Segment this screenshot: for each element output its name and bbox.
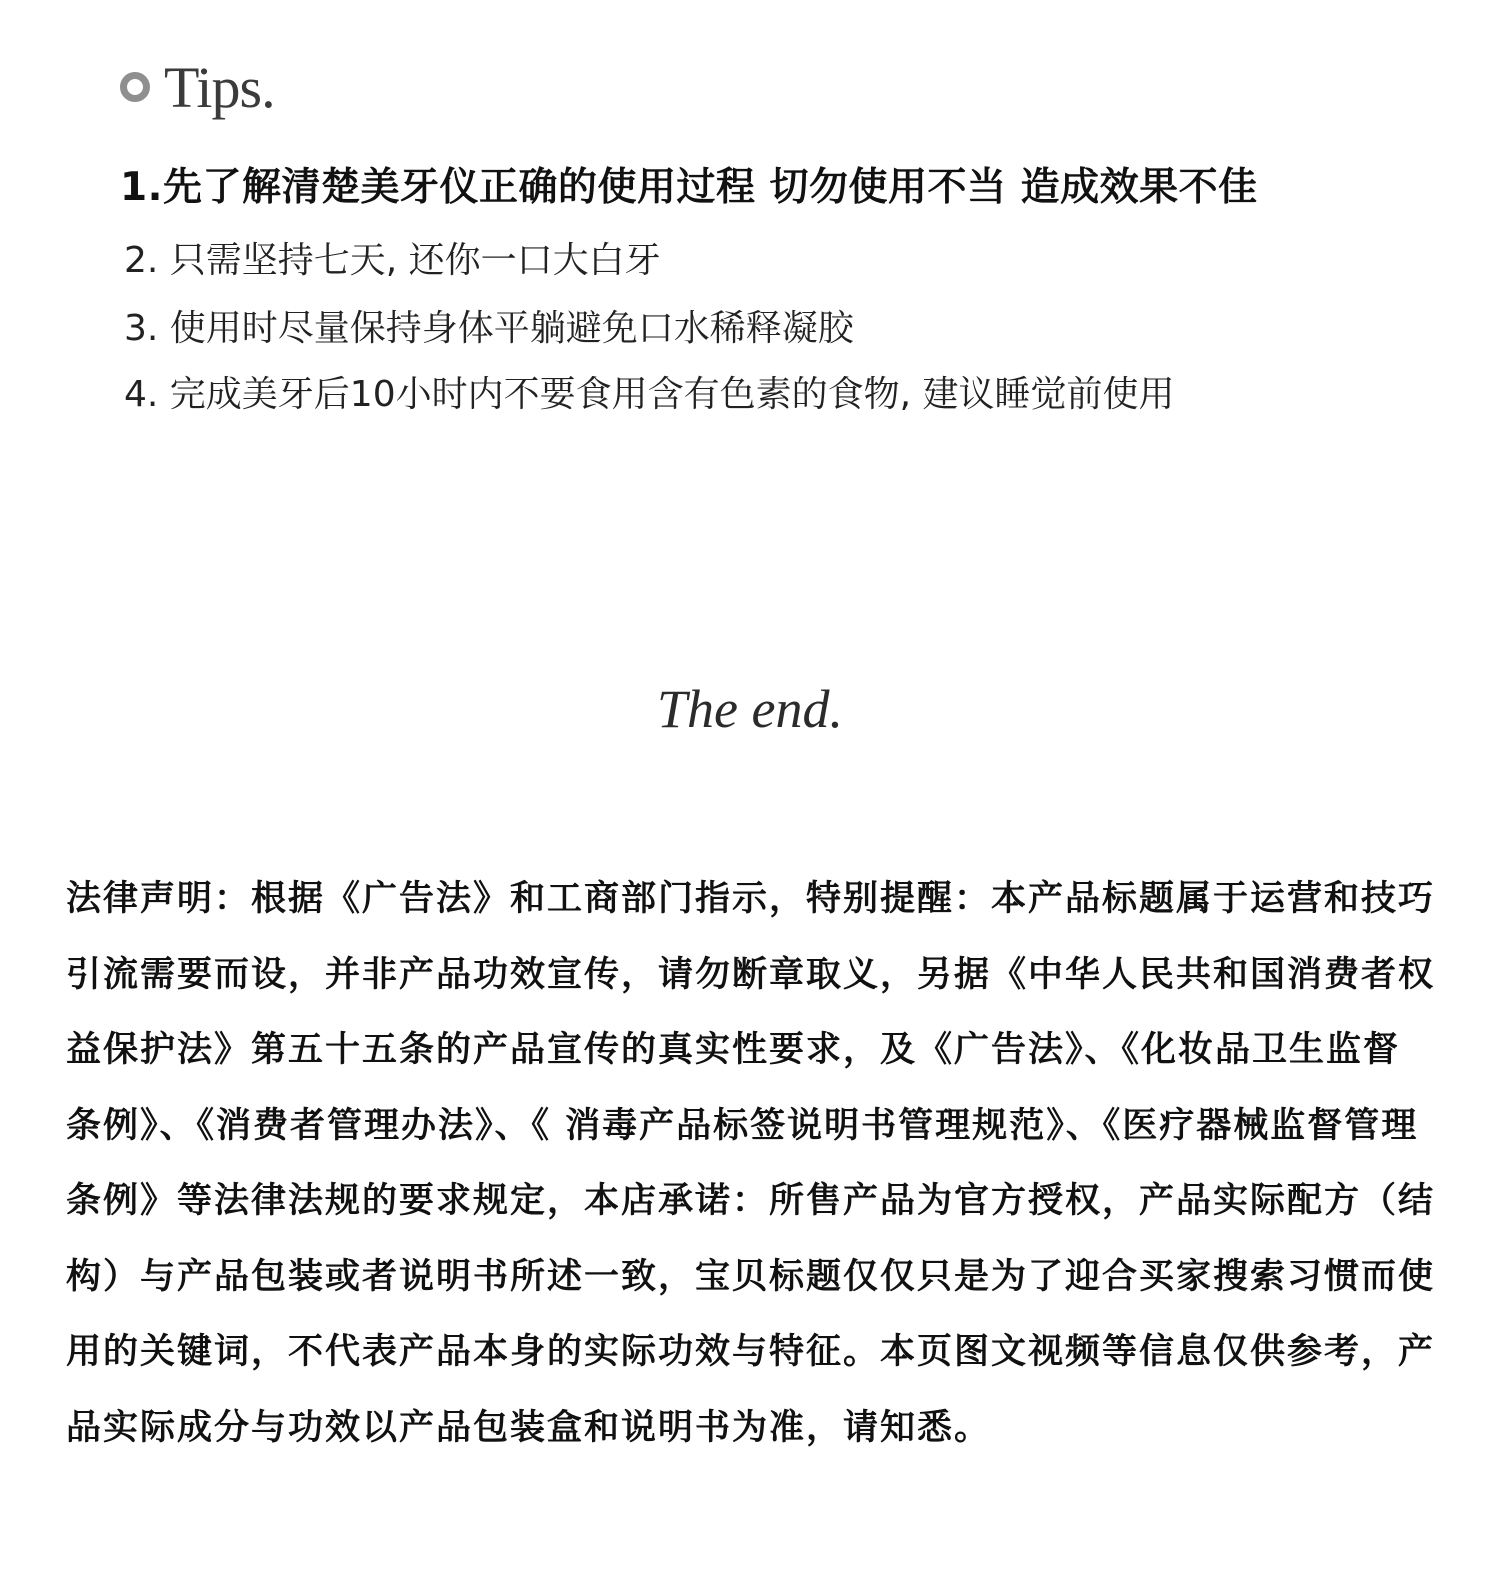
end-heading: The end. [657,679,843,739]
circle-bullet-icon [120,72,150,102]
tips-title: Tips. [164,54,275,120]
tip-item-2: 2. 只需坚持七天, 还你一口大白牙 [124,240,661,281]
tip-item-4: 4. 完成美牙后10小时内不要食用含有色素的食物, 建议睡觉前使用 [124,374,1175,415]
tips-header [120,52,275,122]
tip-item-1: 1.先了解清楚美牙仪正确的使用过程 切勿使用不当 造成效果不佳 [120,165,1258,210]
legal-statement: 法律声明：根据《广告法》和工商部门指示，特别提醒：本产品标题属于运营和技巧引流需要而设，并非产品功效宣传，请勿断章取义，另据《中华人民共和国消费者权益保护法》第五十五条的产品宣传的真实性要求，及《广告法》、《化妆品卫生监督条例》、《消费者管理办法》、《 消毒产品标签说明书管理规范》、《医疗器械监督管理条例》等法律法规的要求规定，本店承诺：所售产品为官方授权，产品实际配方（结构）与产品包装或者说明书所述一致，宝贝标题仅仅只是为了迎合买家搜索习惯而使用的关键词，不代表产品本身的实际功效与特征。本页图文视频等信息仅供参考，产品实际成分与功效以产品包装盒和说明书为准，请知悉。 [66,879,1436,1448]
tip-item-3: 3. 使用时尽量保持身体平躺避免口水稀释凝胶 [124,308,854,349]
